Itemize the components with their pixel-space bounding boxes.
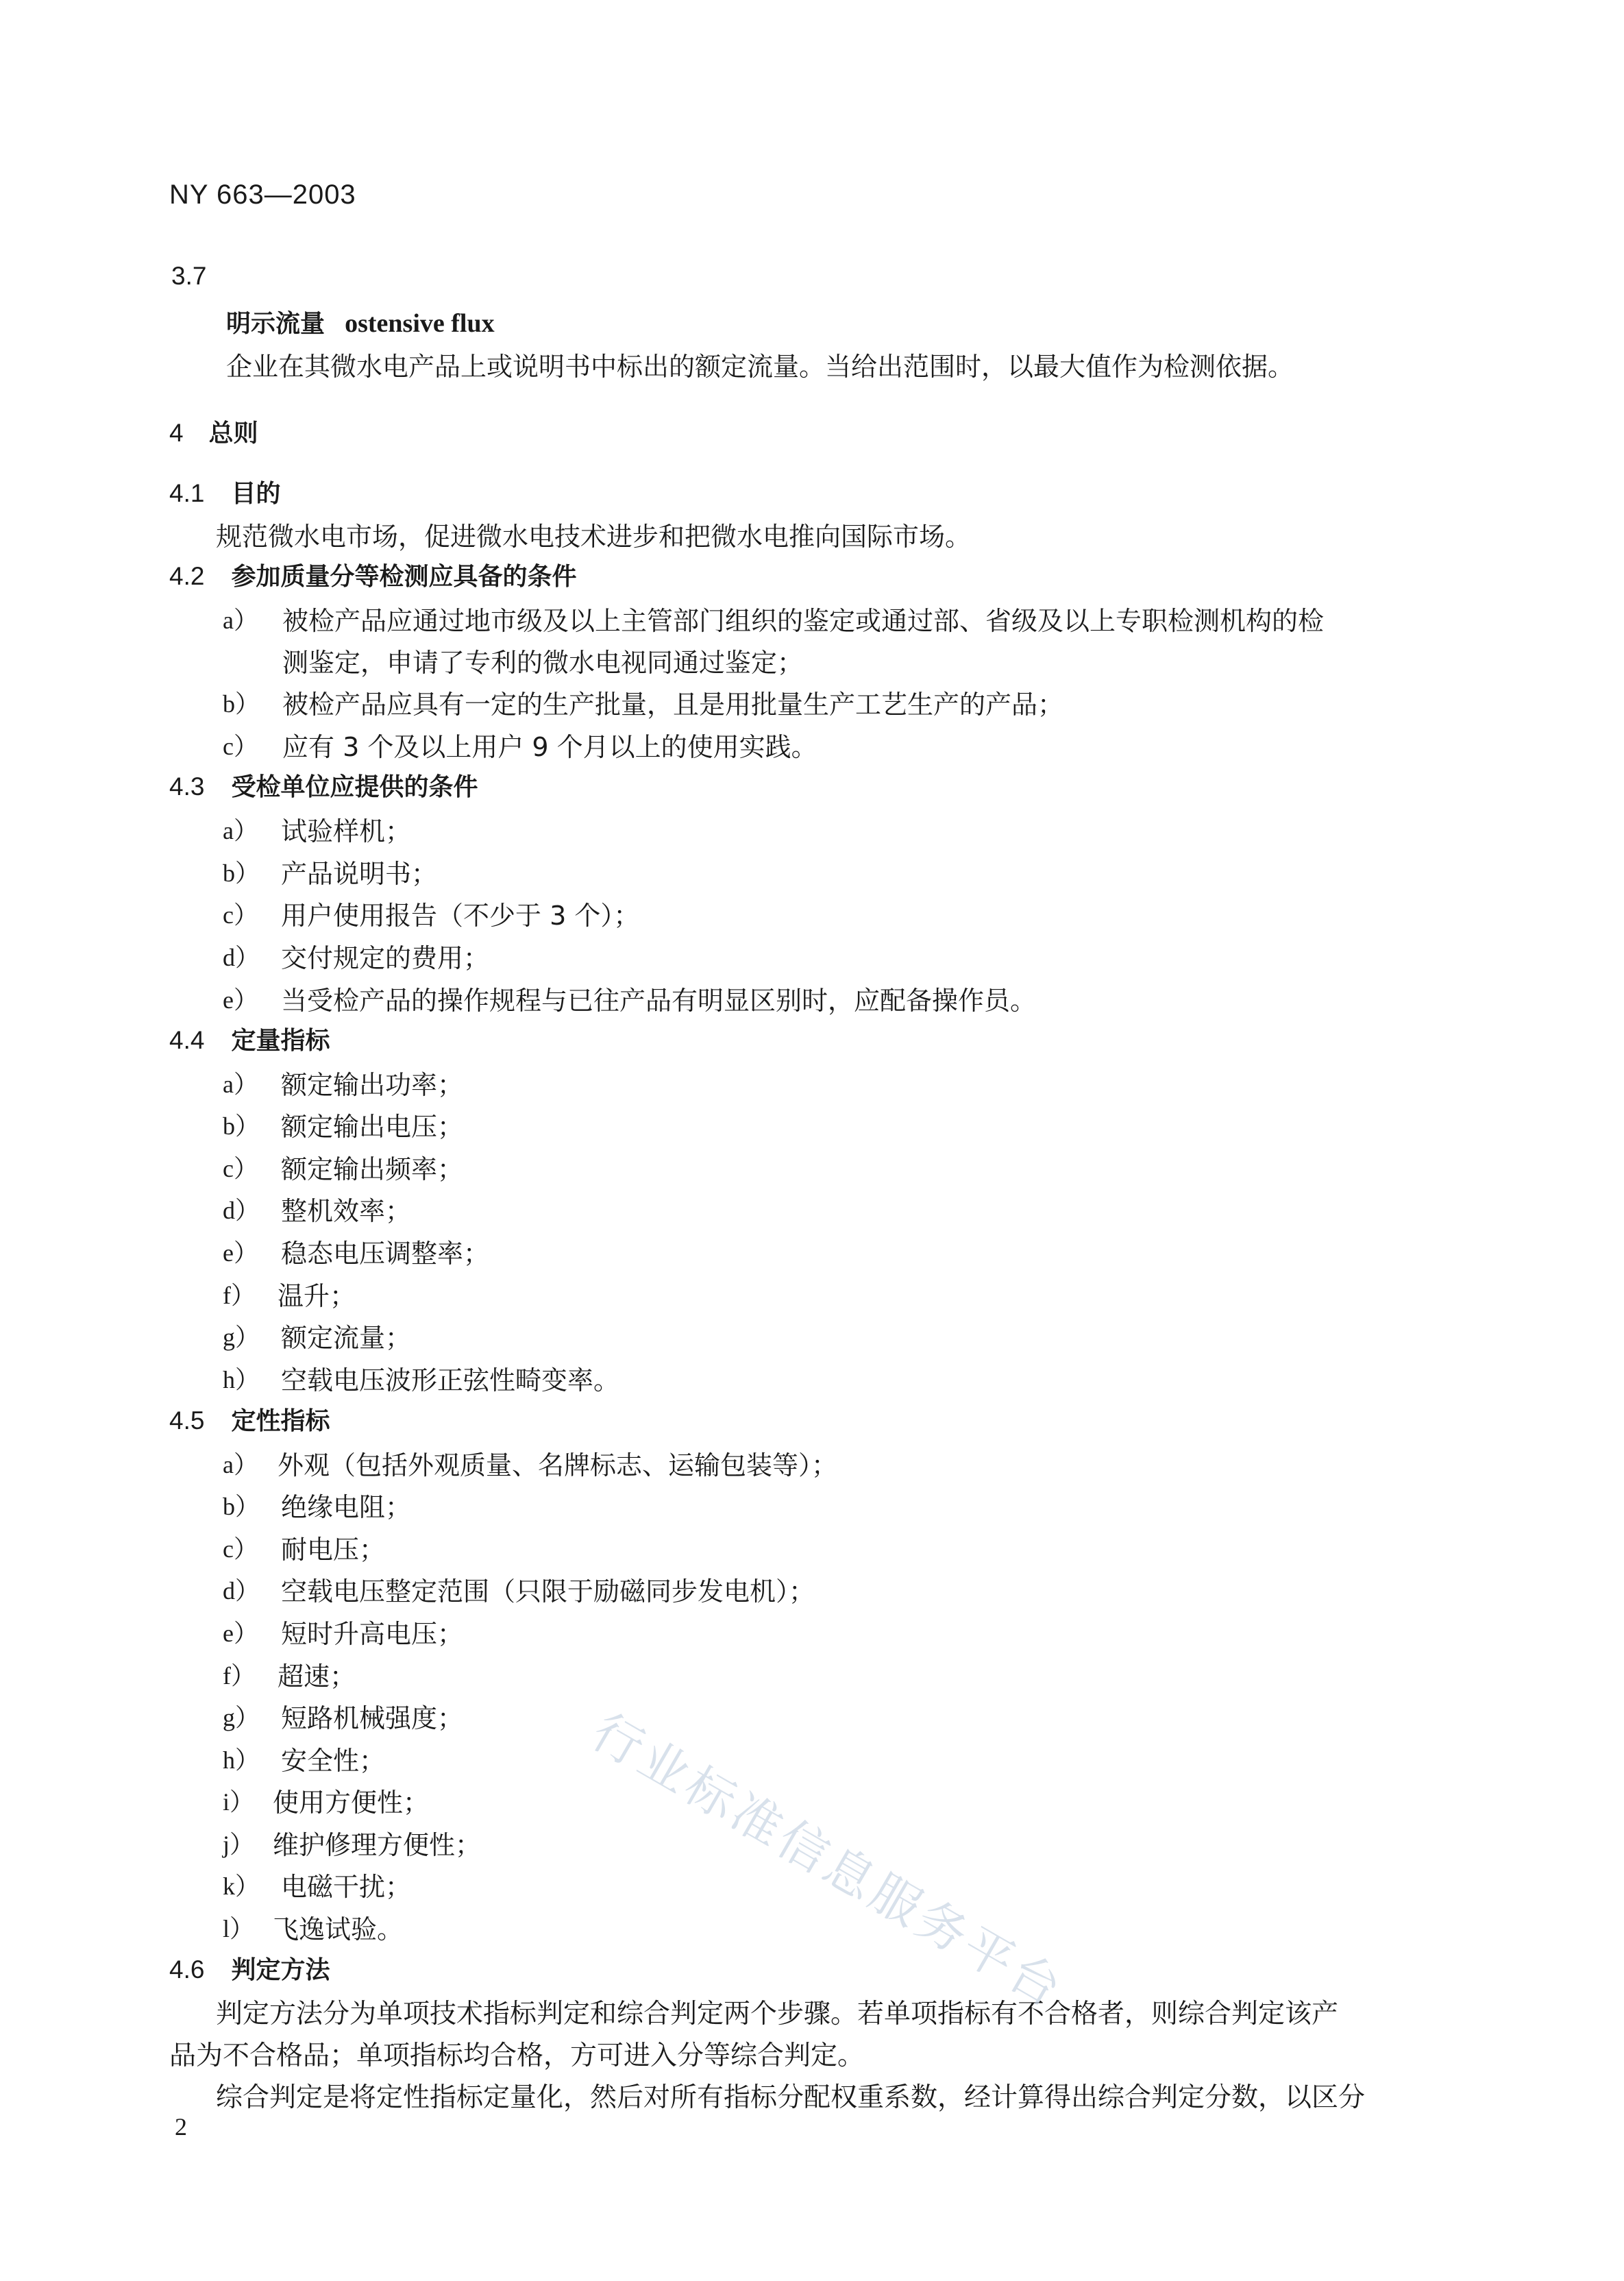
list-item-label: b） [223, 1112, 260, 1140]
section-4-1-title: 目的 [231, 480, 281, 508]
list-item-text: 温升； [278, 1281, 356, 1311]
list-item-text: 试验样机； [281, 816, 412, 846]
list-item-label: b） [223, 859, 260, 887]
document-id: NY 663—2003 [169, 180, 356, 210]
list-item-text: 交付规定的费用； [281, 943, 490, 973]
list-item-text: 外观（包括外观质量、名牌标志、运输包装等）； [278, 1450, 838, 1480]
list-item-text: 短路机械强度； [281, 1703, 464, 1733]
list-item-label: e） [223, 986, 258, 1014]
list-item-label: a） [223, 1071, 258, 1098]
list-item-text: 绝缘电阻； [281, 1492, 412, 1522]
list-item-text: 维护修理方便性； [273, 1830, 482, 1860]
section-4-3-number: 4.3 [169, 772, 205, 801]
list-item-text: 稳态电压调整率； [281, 1239, 490, 1269]
list-item-label: f） [223, 1662, 256, 1690]
paragraph-line: 判定方法分为单项技术指标判定和综合判定两个步骤。若单项指标有不合格者，则综合判定该产 [216, 1999, 1339, 2029]
list-item-label: d） [223, 1197, 260, 1224]
list-item-label: c） [223, 733, 258, 760]
list-item-label: h） [223, 1366, 260, 1393]
list-item-label: k） [223, 1873, 260, 1900]
list-item-label: c） [223, 1155, 258, 1182]
list-item-label: a） [223, 1451, 258, 1478]
list-item-text: 耐电压； [281, 1535, 386, 1565]
list-item-label: b） [223, 690, 260, 718]
list-item-text: 空载电压整定范围（只限于励磁同步发电机）； [281, 1576, 815, 1607]
section-4-6-title: 判定方法 [231, 1956, 330, 1984]
list-item-label: c） [223, 901, 258, 929]
section-3-7-number: 3.7 [171, 262, 207, 290]
list-item-text: 电磁干扰； [281, 1872, 412, 1902]
list-item-text-cont: 测鉴定，申请了专利的微水电视同通过鉴定； [282, 648, 804, 678]
section-4-title: 总则 [208, 419, 258, 448]
list-item-label: b） [223, 1493, 260, 1520]
list-item-label: e） [223, 1239, 258, 1267]
list-item-label: d） [223, 1577, 260, 1605]
section-4-5-title: 定性指标 [231, 1407, 330, 1435]
section-4-2-heading [169, 557, 577, 592]
section-4-4-heading [169, 1021, 330, 1056]
list-item-text: 被检产品应具有一定的生产批量，且是用批量生产工艺生产的产品； [282, 690, 1064, 720]
section-4-heading [169, 414, 258, 449]
paragraph-line: 综合判定是将定性指标定量化，然后对所有指标分配权重系数，经计算得出综合判定分数，以区分 [216, 2082, 1366, 2113]
list-item-text: 额定流量； [281, 1323, 412, 1353]
list-item-text: 使用方便性； [273, 1788, 430, 1818]
list-item-label: a） [223, 817, 258, 844]
list-item-text: 安全性； [281, 1746, 386, 1776]
list-item-text: 整机效率； [281, 1196, 412, 1226]
section-4-5-number: 4.5 [169, 1406, 205, 1435]
paragraph-line: 品为不合格品；单项指标均合格，方可进入分等综合判定。 [169, 2040, 865, 2071]
list-item-text: 飞逸试验。 [273, 1914, 404, 1944]
list-item-text: 当受检产品的操作规程与已往产品有明显区别时，应配备操作员。 [281, 986, 1037, 1016]
list-item-label: g） [223, 1704, 260, 1731]
list-item-text: 用户使用报告（不少于 3 个）； [281, 901, 640, 931]
list-item-label: c） [223, 1535, 258, 1563]
list-item-text: 产品说明书； [281, 859, 438, 889]
list-item-label: j） [223, 1831, 255, 1858]
list-item-label: e） [223, 1620, 258, 1647]
section-4-4-title: 定量指标 [231, 1027, 330, 1055]
section-4-6-heading [169, 1951, 330, 1986]
list-item-label: g） [223, 1324, 260, 1351]
section-4-1-heading [169, 474, 281, 509]
section-4-3-title: 受检单位应提供的条件 [231, 773, 478, 801]
term-english: ostensive flux [345, 309, 495, 338]
section-4-4-number: 4.4 [169, 1026, 205, 1054]
section-4-5-heading [169, 1402, 330, 1437]
list-item-text: 应有 3 个及以上用户 9 个月以上的使用实践。 [282, 732, 817, 762]
list-item-label: d） [223, 944, 260, 971]
section-4-1-number: 4.1 [169, 479, 205, 507]
list-item-text: 短时升高电压； [281, 1619, 464, 1649]
section-3-7-definition: 企业在其微水电产品上或说明书中标出的额定流量。当给出范围时，以最大值作为检测依据。 [226, 352, 1294, 382]
list-item-text: 额定输出频率； [281, 1154, 464, 1184]
list-item-label: f） [223, 1282, 256, 1309]
list-item-text: 空载电压波形正弦性畸变率。 [281, 1365, 620, 1395]
list-item-text: 额定输出电压； [281, 1112, 464, 1142]
section-3-7-term [226, 304, 495, 339]
list-item-label: l） [223, 1915, 255, 1942]
list-item-label: a） [223, 607, 258, 634]
section-4-1-text: 规范微水电市场，促进微水电技术进步和把微水电推向国际市场。 [216, 522, 972, 552]
list-item-text: 被检产品应通过地市级及以上主管部门组织的鉴定或通过部、省级及以上专职检测机构的检 [282, 606, 1325, 636]
list-item-label: i） [223, 1788, 255, 1816]
section-4-number: 4 [169, 419, 184, 447]
section-4-6-number: 4.6 [169, 1955, 205, 1984]
section-4-2-number: 4.2 [169, 562, 205, 590]
list-item-text: 超速； [278, 1661, 356, 1692]
section-4-3-heading [169, 768, 478, 803]
watermark: 行业标准信息服务平台 [582, 1702, 1074, 2020]
list-item-label: h） [223, 1746, 260, 1774]
section-4-2-title: 参加质量分等检测应具备的条件 [231, 563, 577, 591]
list-item-text: 额定输出功率； [281, 1070, 464, 1100]
page-number: 2 [175, 2113, 187, 2140]
term-chinese: 明示流量 [226, 310, 325, 338]
